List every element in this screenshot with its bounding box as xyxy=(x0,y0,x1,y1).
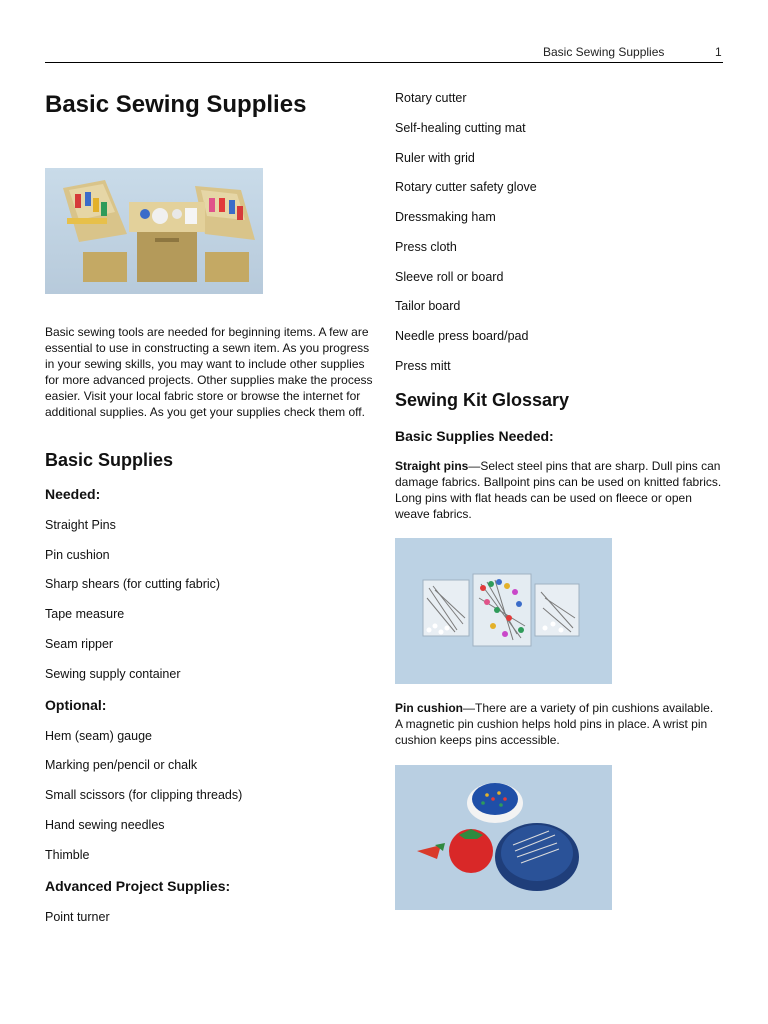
pin-cushion-term: Pin cushion xyxy=(395,701,464,715)
optional-item: Marking pen/pencil or chalk xyxy=(45,758,198,772)
advanced-item: Needle press board/pad xyxy=(395,329,529,343)
advanced-item: Rotary cutter xyxy=(395,91,467,105)
advanced-item: Self-healing cutting mat xyxy=(395,121,526,135)
advanced-item: Ruler with grid xyxy=(395,151,475,165)
sewing-box-photo xyxy=(45,168,263,294)
document-title: Basic Sewing Supplies xyxy=(45,91,307,118)
needed-item: Straight Pins xyxy=(45,518,116,532)
optional-item: Small scissors (for clipping threads) xyxy=(45,788,243,802)
needed-item: Sharp shears (for cutting fabric) xyxy=(45,577,221,591)
intro-paragraph: Basic sewing tools are needed for beginning items. A few are essential to use in constructing a sewn item. As you progress in your sewing skills, you may want to include other supplies for more advanced projects. Other supplies make the process easier. Visit your local fabric store or browse the internet for additional supplies. As you get your supplies check them off. xyxy=(45,325,373,419)
advanced-item: Rotary cutter safety glove xyxy=(395,180,537,194)
advanced-item: Point turner xyxy=(45,910,110,924)
needed-heading: Needed: xyxy=(45,486,101,502)
optional-item: Thimble xyxy=(45,848,90,862)
straight-pins-photo xyxy=(395,538,612,684)
advanced-heading: Advanced Project Supplies: xyxy=(45,878,231,894)
optional-item: Hand sewing needles xyxy=(45,818,165,832)
header-rule xyxy=(45,62,723,63)
advanced-item: Tailor board xyxy=(395,299,461,313)
optional-heading: Optional: xyxy=(45,697,107,713)
straight-pins-term: Straight pins xyxy=(395,459,469,473)
advanced-item: Press mitt xyxy=(395,359,451,373)
advanced-item: Press cloth xyxy=(395,240,457,254)
needed-item: Sewing supply container xyxy=(45,667,181,681)
pin-cushion-text: —There are a variety of pin cushions available. A magnetic pin cushion helps hold pins in place. A wrist pin cushion keeps pins accessible. xyxy=(395,701,714,747)
basic-supplies-heading: Basic Supplies xyxy=(45,450,174,470)
straight-pins-definition xyxy=(395,458,723,522)
needed-item: Pin cushion xyxy=(45,548,110,562)
needed-item: Seam ripper xyxy=(45,637,114,651)
needed-item: Tape measure xyxy=(45,607,125,621)
page-number: 1 xyxy=(715,45,722,59)
advanced-item: Sleeve roll or board xyxy=(395,270,504,284)
straight-pins-text: —Select steel pins that are sharp. Dull pins can damage fabrics. Ballpoint pins can be used on knitted fabrics. Long pins with flat heads can be used on fleece or open weave fabrics. xyxy=(395,459,722,521)
advanced-item: Dressmaking ham xyxy=(395,210,496,224)
pin-cushion-definition xyxy=(395,700,723,748)
basic-supplies-needed-heading: Basic Supplies Needed: xyxy=(395,428,554,444)
pin-cushion-photo xyxy=(395,765,612,910)
glossary-heading: Sewing Kit Glossary xyxy=(395,390,570,410)
optional-item: Hem (seam) gauge xyxy=(45,729,152,743)
running-header-title: Basic Sewing Supplies xyxy=(543,45,665,59)
